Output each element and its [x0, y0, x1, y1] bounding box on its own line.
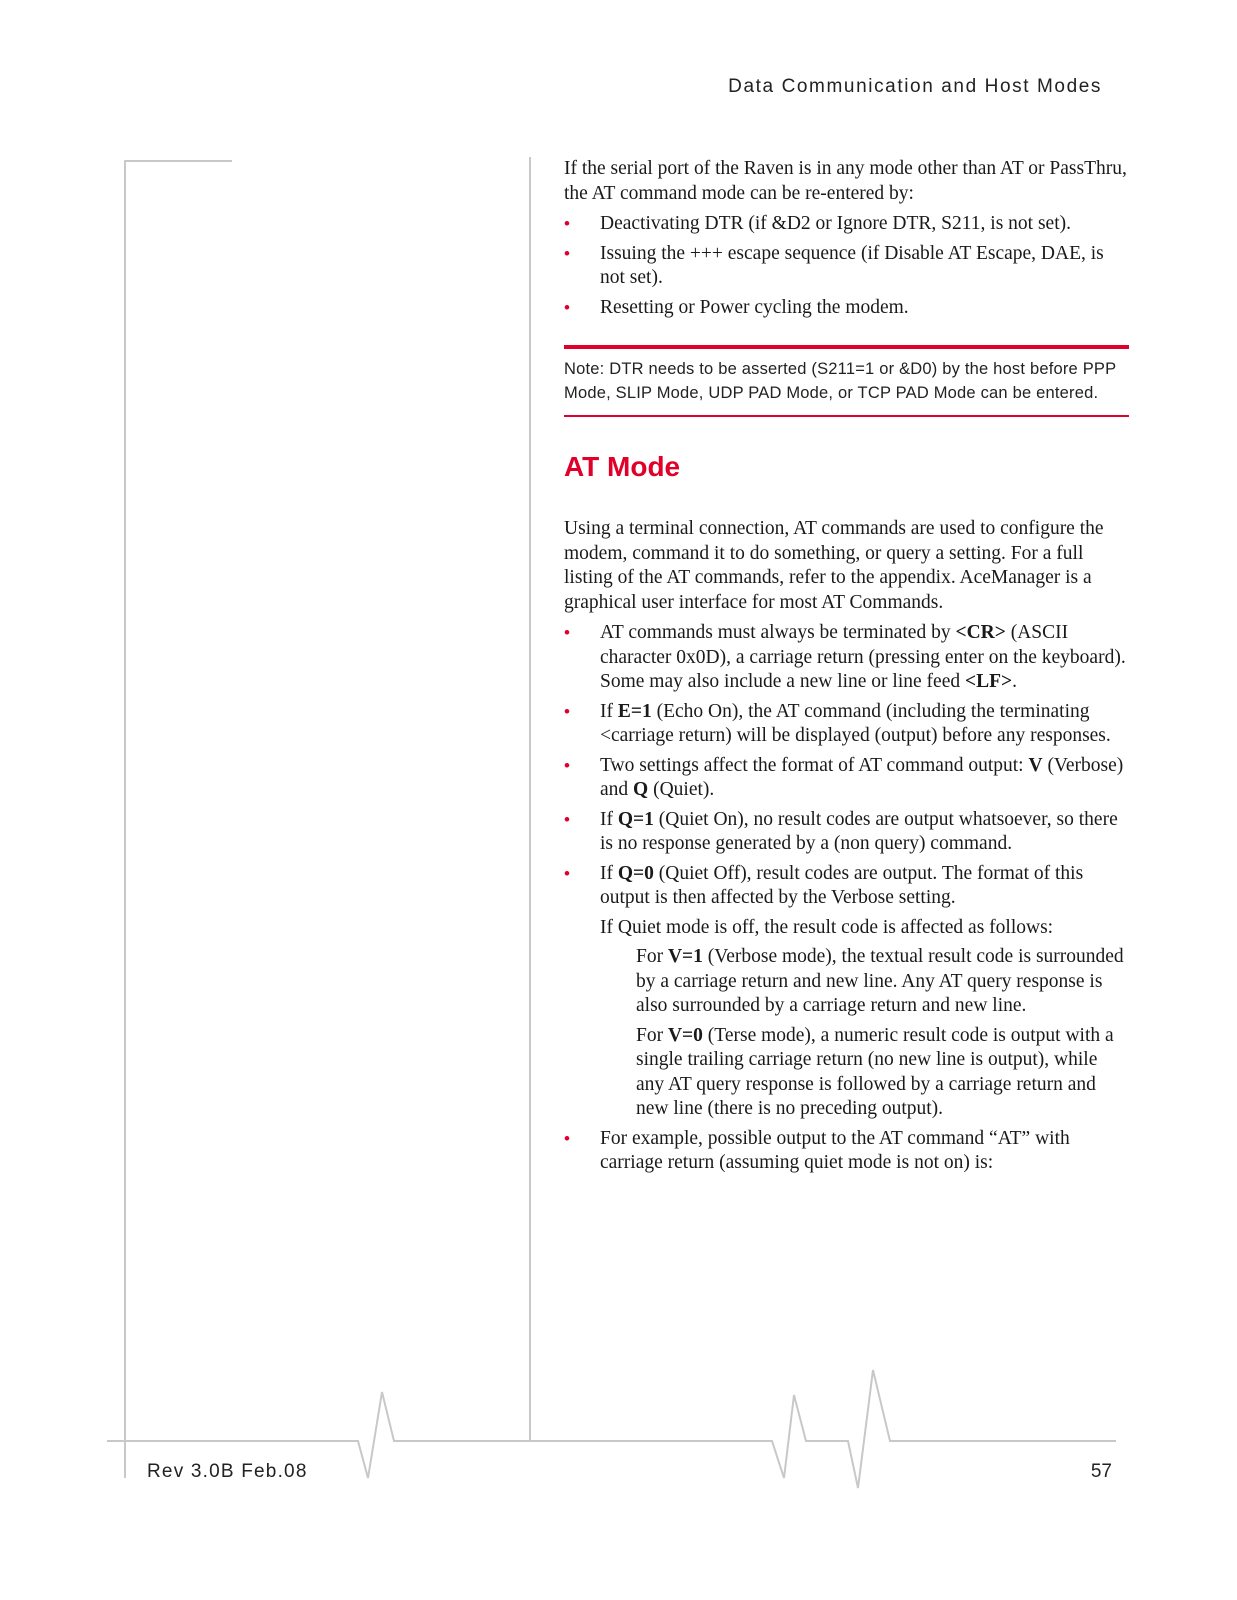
bullet-icon: •: [564, 863, 570, 883]
list-item: • Deactivating DTR (if &D2 or Ignore DTR, S211, is not set).: [564, 212, 1129, 237]
section-heading: AT Mode: [564, 451, 681, 482]
bullet-icon: •: [564, 214, 570, 233]
frame-top-left-line: [125, 161, 232, 1478]
terse-mode-paragraph: For V=0 (Terse mode), a numeric result code is output with a single trailing carriage return (no new line is output), while any AT query response is followed by a carriage return and new line (there is no preceding output).: [636, 1024, 1114, 1119]
at-mode-bullet-list: [564, 621, 1129, 1176]
page-number: 57: [1090, 1461, 1112, 1482]
bullet-icon: •: [564, 243, 570, 263]
footer-revision: Rev 3.0B Feb.08: [147, 1461, 308, 1482]
main-content: [564, 157, 1129, 1181]
intro-bullet-list: [564, 212, 1129, 320]
bullet-icon: •: [564, 297, 570, 317]
bullet-icon: •: [564, 1128, 570, 1148]
bullet-icon: •: [564, 755, 570, 775]
quiet-off-subparagraph: If Quiet mode is off, the result code is affected as follows:: [600, 916, 1054, 938]
section-paragraph: Using a terminal connection, AT commands are used to configure the modem, command it to do something, or query a setting. For a full listing of the AT commands, refer to the appendix. AceManager is a graphical user interface for most AT Commands.: [564, 518, 1104, 613]
running-header: Data Communication and Host Modes: [728, 76, 1102, 97]
list-item: • Issuing the +++ escape sequence (if Disable AT Escape, DAE, is not set).: [564, 242, 1104, 288]
list-item: • Resetting or Power cycling the modem.: [564, 296, 1129, 321]
list-item: • If E=1 (Echo On), the AT command (including the terminating <carriage return) will be displayed (output) before any responses.: [564, 700, 1111, 746]
list-item: • AT commands must always be terminated by <CR> (ASCII character 0x0D), a carriage return (pressing enter on the keyboard). Some may also include a new line or line feed <LF>.: [564, 622, 1126, 692]
bullet-icon: •: [564, 701, 570, 721]
bullet-icon: •: [564, 623, 570, 642]
list-item: • If Q=1 (Quiet On), no result codes are output whatsoever, so there is no response generated by a (non query) command.: [564, 808, 1118, 854]
list-item: • For example, possible output to the AT command “AT” with carriage return (assuming quiet mode is not on) is:: [564, 1127, 1070, 1173]
bullet-icon: •: [564, 809, 570, 829]
intro-paragraph: If the serial port of the Raven is in any mode other than AT or PassThru, the AT command mode can be re-entered by:: [564, 158, 1127, 204]
verbose-mode-paragraph: For V=1 (Verbose mode), the textual result code is surrounded by a carriage return and new line. Any AT query response is also surrounded by a carriage return and new line.: [636, 946, 1124, 1016]
list-item: • Two settings affect the format of AT command output: V (Verbose) and Q (Quiet).: [564, 754, 1124, 800]
note-box: Note: DTR needs to be asserted (S211=1 or &D0) by the host before PPP Mode, SLIP Mode, UDP PAD Mode, or TCP PAD Mode can be entered.: [564, 345, 1129, 417]
list-item: • If Q=0 (Quiet Off), result codes are output. The format of this output is then affected by the Verbose setting. If Quiet mode is off, the result code is affected as follows: For V=1 (Verbose mode), the textual result code is surrounded by a carriage return and new line. Any AT query response is also surrounded by a carriage return and new line. For V=0 (Terse mode), a numeric result code is output with a single trailing carriage return (no new line is output), while any AT query response is followed by a carriage return and new line (there is no preceding output).: [564, 862, 1129, 1122]
